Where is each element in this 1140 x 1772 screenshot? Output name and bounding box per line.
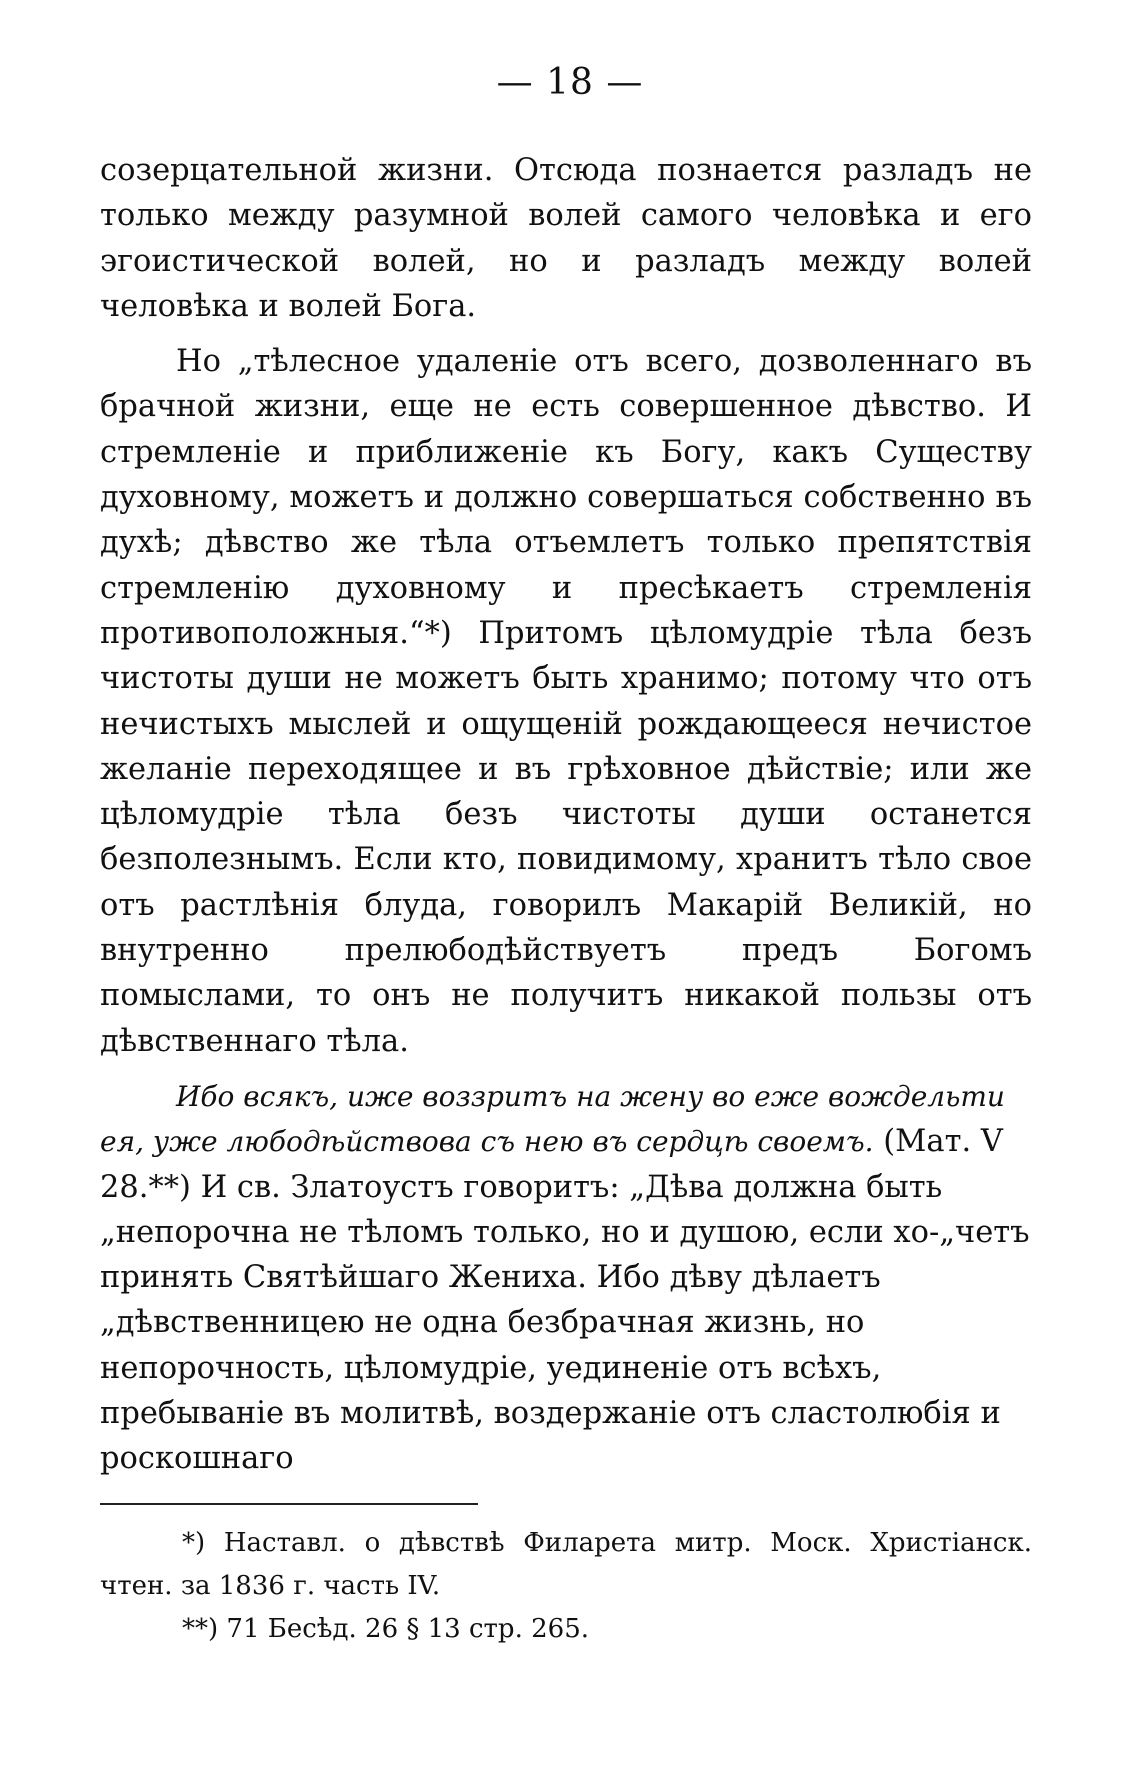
footnote-1: *) Наставл. о дѣвствѣ Филарета митр. Моск. Христіанск. чтен. за 1836 г. часть IV.: [100, 1528, 1032, 1601]
scripture-quote: Ибо всякъ, иже воззритъ на жену во еже вождельти ея, уже любодѣйствова съ нею въ сердцѣ своемъ.: [100, 1079, 1005, 1159]
paragraph-2: Но „тѣлесное удаленіе отъ всего, дозволеннаго въ брачной жизни, еще не есть совершенное дѣвство. И стремленіе и приближеніе къ Богу, какъ Существу духовному, можетъ и должно совершаться собственно въ духѣ; дѣвство же тѣла отъемлетъ только препятствія стремленію духовному и пресѣкаетъ стремленія противоположныя.“*) Притомъ цѣломудріе тѣла безъ чистоты души не можетъ быть хранимо; потому что отъ нечистыхъ мыслей и ощущеній рождающееся нечистое желаніе переходящее и въ грѣховное дѣйствіе; или же цѣломудріе тѣла безъ чистоты души останется безполезнымъ. Если кто, повидимому, хранитъ тѣло свое отъ растлѣнія блуда, говорилъ Макарій Великій, но внутренно прелюбодѣйствуетъ предъ Богомъ помыслами, то онъ не получитъ никакой пользы отъ дѣвственнаго тѣла.: [100, 344, 1032, 1059]
paragraph-3-text: (Мат. V 28.**) И св. Златоустъ говоритъ: „Дѣва должна быть „непорочна не тѣломъ только, но и душою, если хо-„четъ принять Святѣйшаго Жениха. Ибо дѣву дѣлаетъ „дѣвственницею не одна безбрачная жизнь, но непорочность, цѣломудріе, уединеніе отъ всѣхъ, пребываніе въ молитвѣ, воздержаніе отъ сластолюбія и роскошнаго: [100, 1124, 1030, 1477]
page-number: — 18 —: [496, 62, 644, 103]
footnotes: [100, 1522, 1032, 1651]
main-text: [100, 148, 1032, 1482]
paragraph-1: созерцательной жизни. Отсюда познается разладъ не только между разумной волей самого человѣка и его эгоистической волей, но и разладъ между волей человѣка и волей Бога.: [100, 153, 1032, 324]
footnote-2: **) 71 Бесѣд. 26 § 13 стр. 265.: [182, 1614, 589, 1644]
footnote-separator: [100, 1503, 478, 1505]
paragraph-3: [100, 1074, 1032, 1482]
